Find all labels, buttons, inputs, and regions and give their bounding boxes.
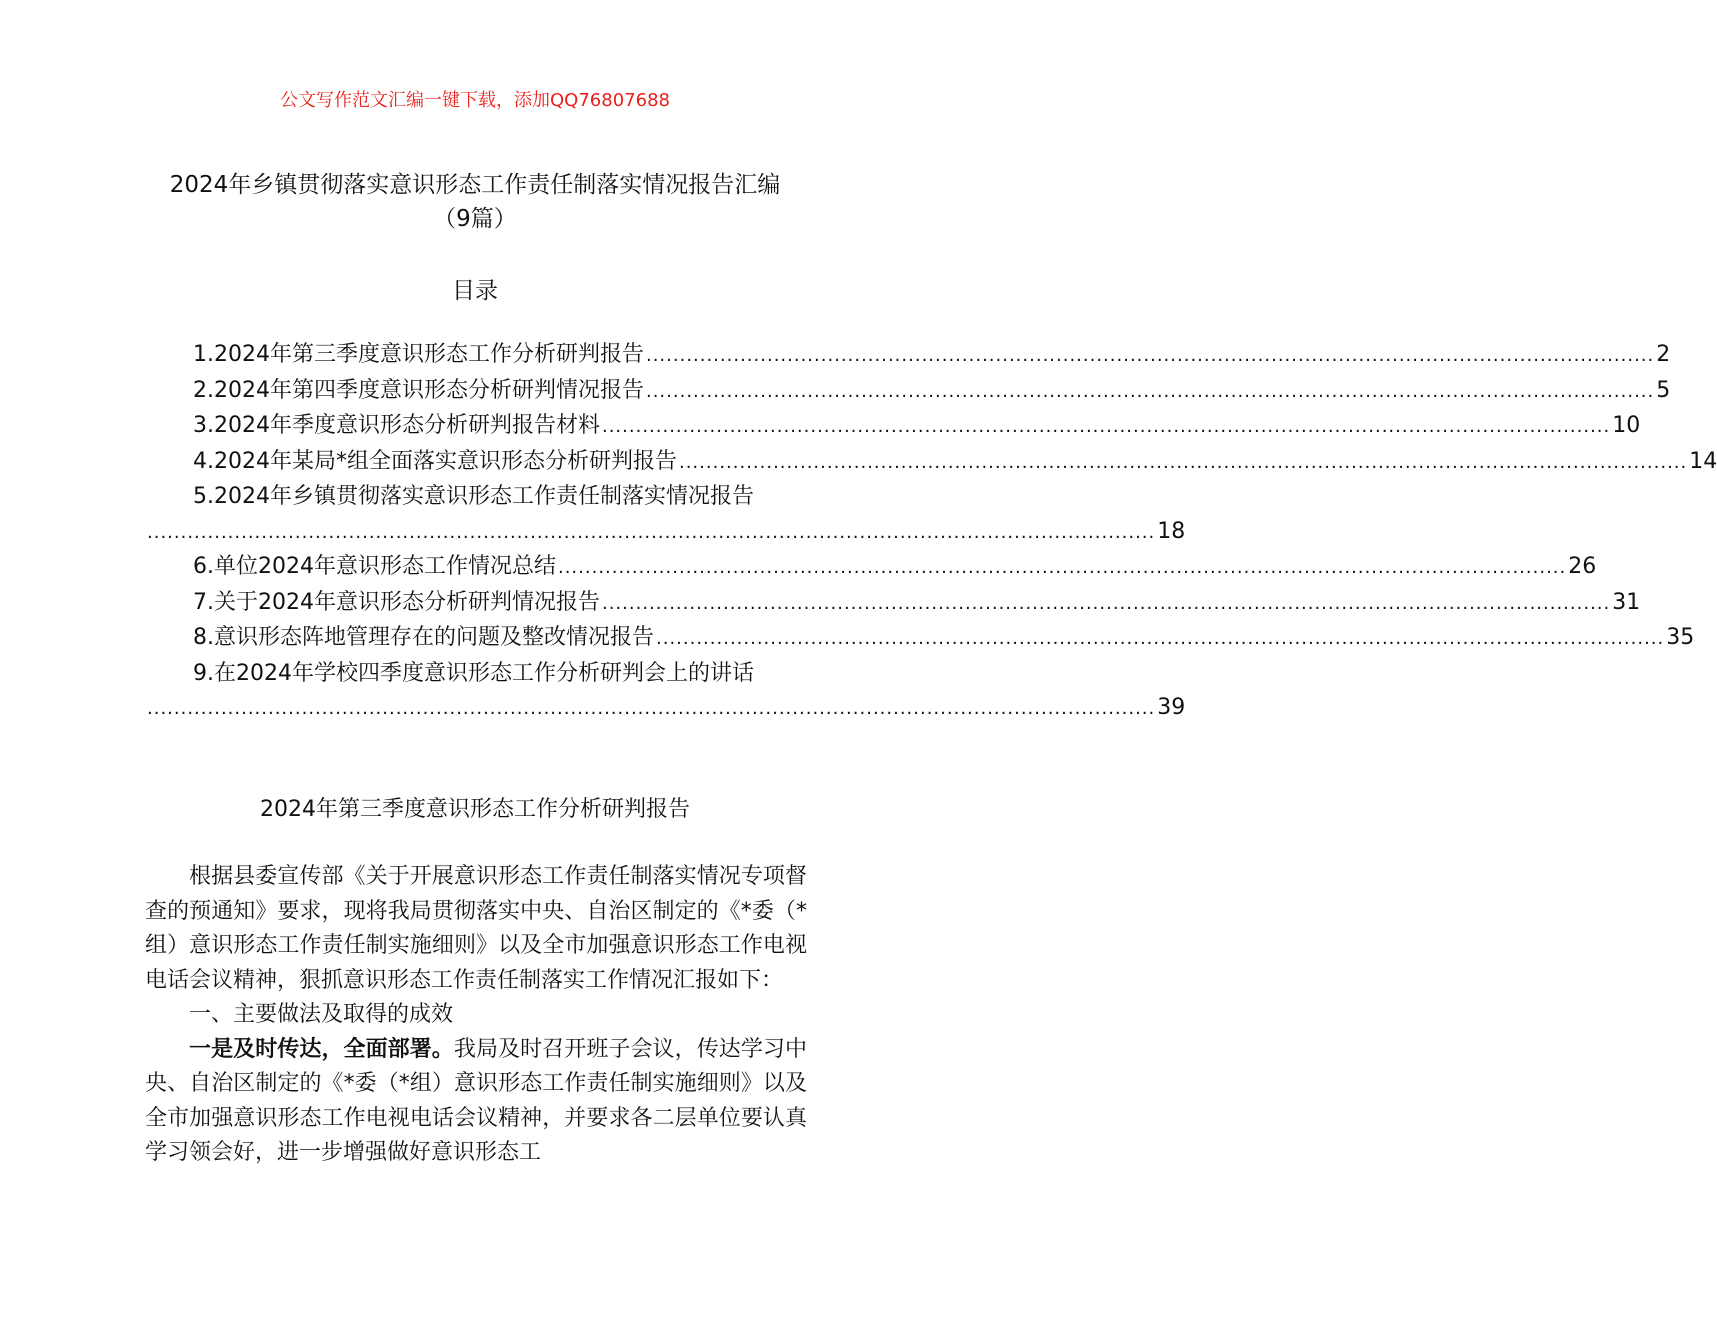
toc-entry-page: 35 bbox=[1666, 625, 1695, 650]
toc-leader-dots: ...................................................................................................................................................... bbox=[601, 416, 1611, 437]
toc-entry-label: 5.2024年乡镇贯彻落实意识形态工作责任制落实情况报告 bbox=[193, 484, 754, 509]
toc-entry[interactable] bbox=[145, 480, 1186, 550]
point-lead: 一是及时传达，全面部署。 bbox=[189, 1036, 454, 1062]
section-title: 2024年第三季度意识形态工作分析研判报告 bbox=[260, 797, 690, 822]
toc-entry-page: 26 bbox=[1568, 554, 1597, 579]
toc-entry-label: 8.意识形态阵地管理存在的问题及整改情况报告 bbox=[193, 625, 654, 650]
toc-leader-dots: ...................................................................................................................................................... bbox=[147, 521, 1156, 543]
toc-entry[interactable] bbox=[145, 445, 1717, 481]
toc-entry-page: 31 bbox=[1612, 589, 1641, 615]
document-title-line2: （9篇） bbox=[433, 206, 517, 232]
toc-entry-label: 7.关于2024年意识形态分析研判情况报告 bbox=[193, 589, 600, 615]
toc-leader-dots: ...................................................................................................................................................... bbox=[678, 451, 1688, 473]
toc-leader-dots: ...................................................................................................................................................... bbox=[147, 698, 1156, 719]
toc-entry-label: 3.2024年季度意识形态分析研判报告材料 bbox=[193, 413, 600, 438]
intro-paragraph: 根据县委宣传部《关于开展意识形态工作责任制落实情况专项督查的预通知》要求，现将我局贯彻落实中央、自治区制定的《*委（*组）意识形态工作责任制实施细则》以及全市加强意识形态工作电视电话会议精神，狠抓意识形态工作责任制落实工作情况汇报如下： bbox=[145, 864, 807, 993]
toc-entry[interactable] bbox=[145, 374, 1671, 410]
toc-leader-dots: ...................................................................................................................................................... bbox=[656, 628, 1665, 649]
toc-entry-label: 1.2024年第三季度意识形态工作分析研判报告 bbox=[193, 342, 644, 367]
toc-heading: 目录 bbox=[452, 278, 498, 304]
subheading: 一、主要做法及取得的成效 bbox=[189, 1002, 454, 1027]
toc-leader-dots: ...................................................................................................................................................... bbox=[645, 345, 1655, 366]
toc-entry-label: 6.单位2024年意识形态工作情况总结 bbox=[193, 554, 556, 579]
toc-entry-page: 2 bbox=[1656, 342, 1671, 367]
toc-entry[interactable] bbox=[145, 550, 1597, 586]
point-text: 我局及时召开班子会议，传达学习中央、自治区制定的《*委（*组）意识形态工作责任制实施细则》以及全市加强意识形态工作电视电话会议精神，并要求各二层单位要认真学习领会好，进一步增强做好意识形态工 bbox=[145, 1036, 807, 1165]
section-body bbox=[145, 860, 807, 1171]
toc-entry[interactable] bbox=[145, 621, 1695, 657]
document-title bbox=[100, 168, 850, 236]
document-title-line1: 2024年乡镇贯彻落实意识形态工作责任制落实情况报告汇编 bbox=[169, 172, 781, 198]
toc-leader-dots: ...................................................................................................................................................... bbox=[645, 380, 1655, 402]
toc-entry[interactable] bbox=[145, 338, 1671, 374]
toc-leader-dots: ...................................................................................................................................................... bbox=[557, 557, 1567, 578]
toc-entry[interactable] bbox=[145, 409, 1641, 445]
toc-entry-page: 10 bbox=[1612, 413, 1641, 438]
point-paragraph bbox=[145, 1033, 807, 1171]
download-banner: 公文写作范文汇编一键下载，添加QQ76807688 bbox=[280, 90, 670, 111]
toc-entry-page: 18 bbox=[1157, 518, 1186, 544]
toc-entry-label: 9.在2024年学校四季度意识形态工作分析研判会上的讲话 bbox=[193, 660, 754, 686]
toc-leader-dots: ...................................................................................................................................................... bbox=[601, 592, 1611, 614]
toc-entry-label: 4.2024年某局*组全面落实意识形态分析研判报告 bbox=[193, 448, 677, 474]
toc-entry-page: 5 bbox=[1656, 377, 1671, 403]
toc-entry-page: 14 bbox=[1689, 448, 1717, 474]
toc-entry-page: 39 bbox=[1157, 695, 1186, 720]
table-of-contents bbox=[145, 338, 1717, 727]
toc-entry[interactable] bbox=[145, 586, 1641, 622]
toc-entry[interactable] bbox=[145, 657, 1186, 727]
toc-entry-label: 2.2024年第四季度意识形态分析研判情况报告 bbox=[193, 377, 644, 403]
